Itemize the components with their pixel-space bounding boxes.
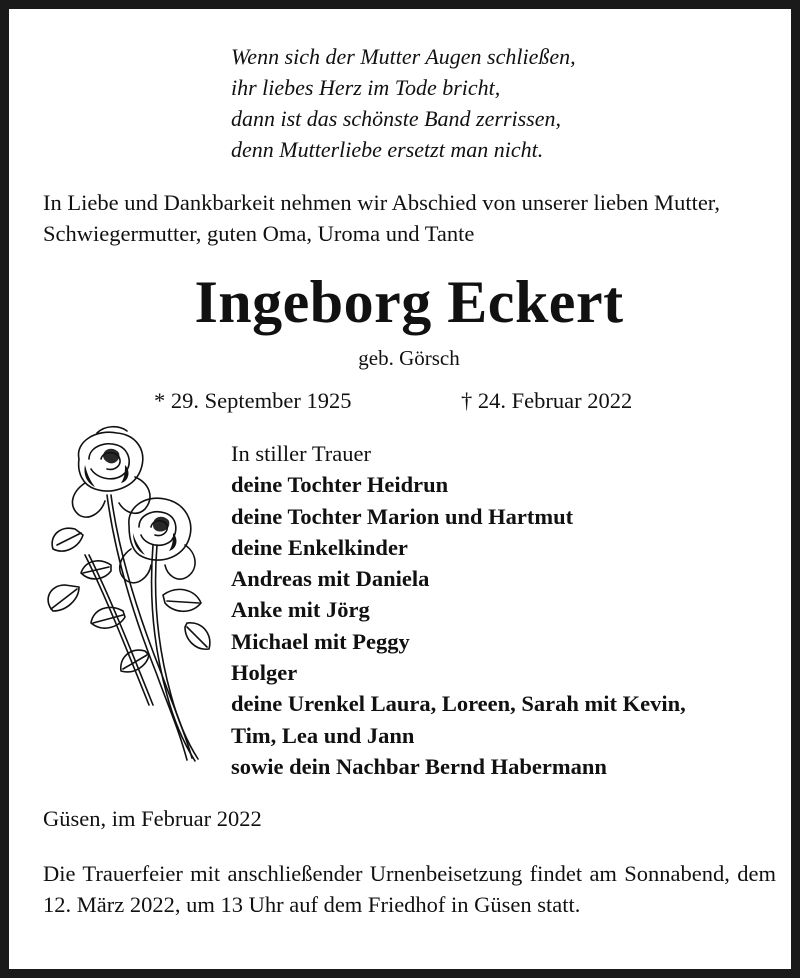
mourner-line: Holger xyxy=(231,660,298,686)
mourners-list xyxy=(231,438,686,782)
mourners-heading: In stiller Trauer xyxy=(231,441,371,466)
death-date: † 24. Februar 2022 xyxy=(461,388,633,413)
mourner-line: Andreas mit Daniela xyxy=(231,566,430,592)
birth-date: * 29. September 1925 xyxy=(154,388,352,413)
rose-illustration-icon xyxy=(45,425,217,765)
mourner-line: Anke mit Jörg xyxy=(231,597,370,623)
deceased-name: Ingeborg Eckert xyxy=(194,269,624,335)
mourner-line: deine Tochter Heidrun xyxy=(231,472,449,498)
mourner-line: deine Enkelkinder xyxy=(231,534,408,560)
birth-name: geb. Görsch xyxy=(358,346,460,370)
mourner-line: Michael mit Peggy xyxy=(231,628,410,654)
mourner-line: deine Urenkel Laura, Loreen, Sarah mit Kevin, xyxy=(231,691,686,717)
poem xyxy=(231,41,576,165)
poem-line: dann ist das schönste Band zerrissen, xyxy=(231,106,561,131)
mourner-line: sowie dein Nachbar Bernd Habermann xyxy=(231,753,607,779)
funeral-notice: Die Trauerfeier mit anschließender Urnenbeisetzung findet am Sonnabend, dem 12. März 2022, um 13 Uhr auf dem Friedhof in Güsen statt. xyxy=(43,861,776,917)
mourner-line: deine Tochter Marion und Hartmut xyxy=(231,503,574,529)
intro-text: In Liebe und Dankbarkeit nehmen wir Abschied von unserer lieben Mutter, Schwiegermutter, guten Oma, Uroma und Tante xyxy=(43,190,721,246)
poem-line: ihr liebes Herz im Tode bricht, xyxy=(231,75,501,100)
poem-line: Wenn sich der Mutter Augen schließen, xyxy=(231,44,576,69)
mourner-line: Tim, Lea und Jann xyxy=(231,722,415,748)
place-date: Güsen, im Februar 2022 xyxy=(43,806,262,831)
poem-line: denn Mutterliebe ersetzt man nicht. xyxy=(231,137,544,162)
